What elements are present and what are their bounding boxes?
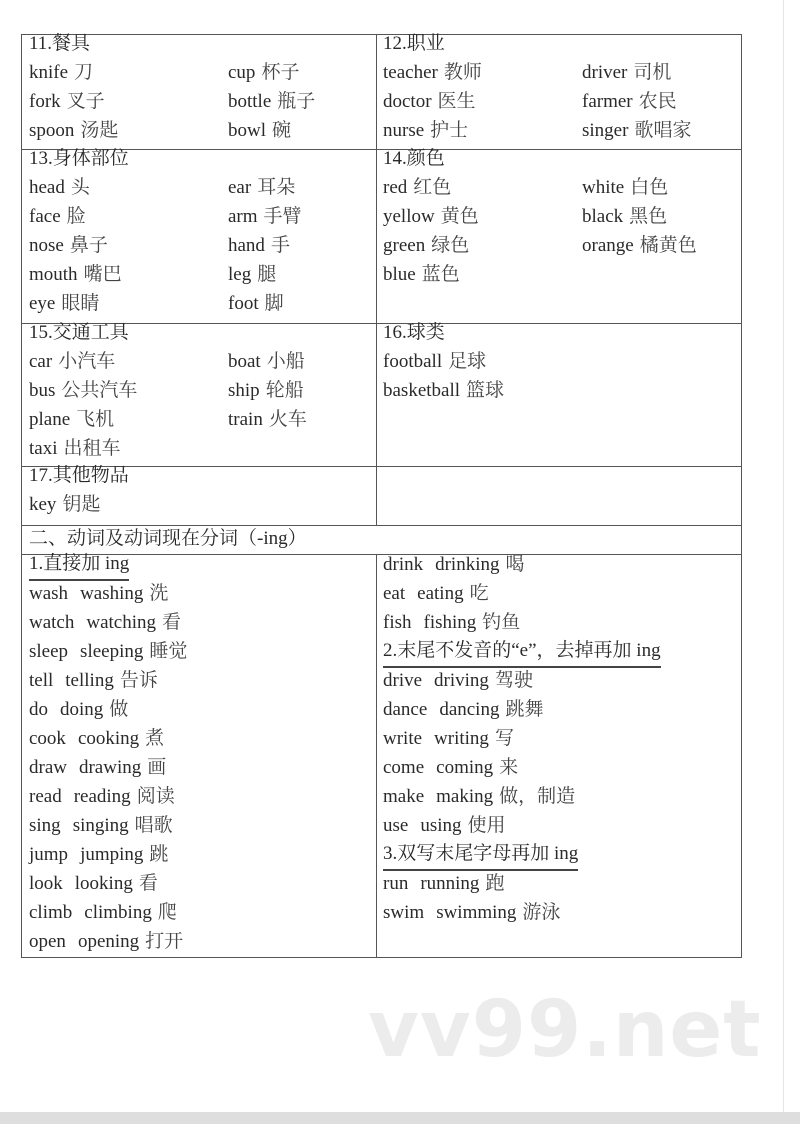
table-border bbox=[376, 554, 377, 957]
chinese-meaning: 做 bbox=[109, 699, 129, 720]
vocab-item bbox=[29, 231, 108, 260]
chinese-meaning: 做，制造 bbox=[499, 786, 576, 807]
english-word: head bbox=[29, 177, 65, 198]
vocab-item bbox=[383, 116, 468, 145]
english-word: farmer bbox=[582, 91, 633, 112]
english-word: fork bbox=[29, 91, 61, 112]
verb-item bbox=[383, 608, 520, 637]
chinese-meaning: 唱歌 bbox=[134, 815, 173, 836]
verb-ing: singing bbox=[72, 815, 129, 836]
vocab-item bbox=[228, 202, 302, 231]
verb-ing: looking bbox=[74, 873, 133, 894]
english-word: basketball bbox=[383, 380, 461, 401]
english-word: white bbox=[582, 177, 625, 198]
chinese-meaning: 杯子 bbox=[261, 62, 300, 83]
english-word: green bbox=[383, 235, 426, 256]
chinese-meaning: 睡觉 bbox=[149, 641, 188, 662]
chinese-meaning: 钓鱼 bbox=[482, 612, 521, 633]
vocab-item bbox=[582, 173, 668, 202]
verb-item bbox=[29, 666, 158, 695]
chinese-meaning: 白色 bbox=[630, 177, 669, 198]
verb-base: sing bbox=[29, 815, 61, 836]
section-title bbox=[383, 318, 445, 347]
verb-ing: eating bbox=[417, 583, 464, 604]
chinese-meaning: 告诉 bbox=[119, 670, 158, 691]
vocab-item bbox=[29, 58, 93, 87]
vocab-item bbox=[582, 202, 667, 231]
chinese-meaning: 耳朵 bbox=[257, 177, 296, 198]
page-edge bbox=[783, 0, 784, 1112]
table-border bbox=[376, 34, 377, 525]
english-word: blue bbox=[383, 264, 416, 285]
verb-base: drive bbox=[383, 670, 423, 691]
chinese-meaning: 汤匙 bbox=[80, 120, 119, 141]
rule-heading-text: 3.双写末尾字母再加 ing bbox=[383, 843, 579, 864]
chinese-meaning: 公共汽车 bbox=[61, 380, 138, 401]
verb-ing: sleeping bbox=[80, 641, 144, 662]
chinese-meaning: 钥匙 bbox=[62, 494, 101, 515]
english-word: orange bbox=[582, 235, 634, 256]
chinese-meaning: 脸 bbox=[66, 206, 86, 227]
verb-ing: drawing bbox=[78, 757, 142, 778]
watermark: vv99.net bbox=[368, 985, 762, 1075]
english-word: doctor bbox=[383, 91, 432, 112]
verb-item bbox=[383, 782, 575, 811]
english-word: red bbox=[383, 177, 408, 198]
chinese-meaning: 医生 bbox=[437, 91, 476, 112]
verb-item bbox=[383, 811, 506, 840]
verb-item bbox=[29, 753, 166, 782]
english-word: ear bbox=[228, 177, 252, 198]
verb-base: dance bbox=[383, 699, 428, 720]
verb-ing: drinking bbox=[435, 554, 500, 575]
chinese-meaning: 飞机 bbox=[76, 409, 115, 430]
vocab-item bbox=[383, 202, 479, 231]
verb-base: swim bbox=[383, 902, 425, 923]
vocab-item bbox=[228, 289, 284, 318]
chinese-meaning: 出租车 bbox=[63, 438, 121, 459]
verb-base: climb bbox=[29, 902, 73, 923]
chinese-meaning: 爬 bbox=[157, 902, 177, 923]
verb-item bbox=[29, 608, 181, 637]
vocab-item bbox=[29, 202, 86, 231]
verb-base: cook bbox=[29, 728, 66, 749]
vocab-item bbox=[383, 87, 476, 116]
chinese-meaning: 阅读 bbox=[136, 786, 175, 807]
section-title bbox=[29, 144, 129, 173]
verb-ing: watching bbox=[86, 612, 157, 633]
verb-item bbox=[29, 782, 175, 811]
section-title-text: 15.交通工具 bbox=[29, 322, 129, 343]
table-border bbox=[21, 149, 742, 150]
rule-heading bbox=[383, 840, 578, 871]
english-word: nurse bbox=[383, 120, 425, 141]
english-word: mouth bbox=[29, 264, 78, 285]
english-word: hand bbox=[228, 235, 265, 256]
verb-base: make bbox=[383, 786, 425, 807]
verb-item bbox=[29, 869, 158, 898]
vocab-item bbox=[228, 260, 276, 289]
verb-ing: doing bbox=[60, 699, 104, 720]
chinese-meaning: 瓶子 bbox=[277, 91, 316, 112]
verb-item bbox=[383, 724, 514, 753]
chinese-meaning: 红色 bbox=[413, 177, 452, 198]
verb-ing: reading bbox=[73, 786, 131, 807]
chinese-meaning: 歌唱家 bbox=[634, 120, 692, 141]
section-title-text: 14.颜色 bbox=[383, 148, 445, 169]
english-word: face bbox=[29, 206, 61, 227]
chinese-meaning: 司机 bbox=[633, 62, 672, 83]
section-title-text: 二、动词及动词现在分词（-ing） bbox=[29, 528, 307, 549]
chinese-meaning: 跳 bbox=[149, 844, 169, 865]
verb-base: fish bbox=[383, 612, 412, 633]
english-word: cup bbox=[228, 62, 256, 83]
chinese-meaning: 头 bbox=[70, 177, 90, 198]
section-title-text: 17.其他物品 bbox=[29, 465, 129, 486]
vocab-item bbox=[29, 347, 115, 376]
chinese-meaning: 游泳 bbox=[522, 902, 561, 923]
vocab-item bbox=[228, 87, 315, 116]
chinese-meaning: 绿色 bbox=[431, 235, 470, 256]
english-word: plane bbox=[29, 409, 71, 430]
verb-base: open bbox=[29, 931, 66, 952]
verb-ing: jumping bbox=[80, 844, 144, 865]
chinese-meaning: 洗 bbox=[149, 583, 169, 604]
verb-ing: running bbox=[420, 873, 480, 894]
english-word: black bbox=[582, 206, 624, 227]
chinese-meaning: 小汽车 bbox=[58, 351, 116, 372]
chinese-meaning: 碗 bbox=[272, 120, 292, 141]
chinese-meaning: 教师 bbox=[443, 62, 482, 83]
verb-base: wash bbox=[29, 583, 69, 604]
verb-item bbox=[29, 927, 183, 956]
verb-item bbox=[383, 869, 504, 898]
english-word: nose bbox=[29, 235, 64, 256]
vocab-item bbox=[228, 58, 299, 87]
verb-item bbox=[29, 695, 128, 724]
verb-ing: driving bbox=[434, 670, 489, 691]
chinese-meaning: 吃 bbox=[469, 583, 489, 604]
verb-base: tell bbox=[29, 670, 54, 691]
chinese-meaning: 橘黄色 bbox=[639, 235, 697, 256]
chinese-meaning: 煮 bbox=[145, 728, 165, 749]
section-title-text: 12.职业 bbox=[383, 33, 445, 54]
chinese-meaning: 嘴巴 bbox=[83, 264, 122, 285]
chinese-meaning: 打开 bbox=[145, 931, 184, 952]
section-title-text: 11.餐具 bbox=[29, 33, 91, 54]
chinese-meaning: 蓝色 bbox=[421, 264, 460, 285]
chinese-meaning: 黄色 bbox=[440, 206, 479, 227]
vocab-item bbox=[29, 289, 99, 318]
verb-ing: opening bbox=[77, 931, 140, 952]
verb-item bbox=[383, 695, 543, 724]
vocab-item bbox=[383, 376, 504, 405]
verb-base: look bbox=[29, 873, 63, 894]
chinese-meaning: 画 bbox=[147, 757, 167, 778]
chinese-meaning: 农民 bbox=[638, 91, 677, 112]
vocab-item bbox=[582, 116, 691, 145]
section-title bbox=[383, 29, 445, 58]
verb-ing: using bbox=[420, 815, 462, 836]
table-border bbox=[21, 34, 22, 958]
chinese-meaning: 护士 bbox=[430, 120, 469, 141]
english-word: taxi bbox=[29, 438, 58, 459]
vocab-item bbox=[228, 173, 295, 202]
verb-item bbox=[29, 724, 164, 753]
rule-heading-text: 1.直接加 ing bbox=[29, 553, 130, 574]
verb-ing: fishing bbox=[423, 612, 477, 633]
rule-heading-text: 2.末尾不发音的“e”，去掉再加 ing bbox=[383, 640, 661, 661]
rule-heading bbox=[383, 637, 661, 668]
table-border bbox=[741, 34, 742, 958]
english-word: driver bbox=[582, 62, 628, 83]
verb-base: use bbox=[383, 815, 409, 836]
verb-ing: swimming bbox=[436, 902, 517, 923]
vocab-item bbox=[29, 405, 114, 434]
verb-ing: dancing bbox=[439, 699, 500, 720]
table-border bbox=[21, 34, 742, 35]
section-title-text: 16.球类 bbox=[383, 322, 445, 343]
section-title bbox=[29, 29, 90, 58]
vocab-item bbox=[29, 434, 121, 463]
table-border bbox=[21, 466, 742, 467]
verb-item bbox=[29, 637, 187, 666]
vocab-item bbox=[383, 260, 460, 289]
verb-ing: climbing bbox=[84, 902, 152, 923]
verb-ing: washing bbox=[80, 583, 144, 604]
page-separator bbox=[0, 1112, 800, 1124]
english-word: foot bbox=[228, 293, 259, 314]
english-word: spoon bbox=[29, 120, 75, 141]
verb-base: do bbox=[29, 699, 48, 720]
verb-base: sleep bbox=[29, 641, 69, 662]
english-word: bus bbox=[29, 380, 56, 401]
verb-item bbox=[29, 811, 173, 840]
vocab-item bbox=[29, 87, 105, 116]
verb-base: eat bbox=[383, 583, 406, 604]
table-border bbox=[21, 957, 742, 958]
english-word: knife bbox=[29, 62, 69, 83]
verb-base: run bbox=[383, 873, 409, 894]
chinese-meaning: 小船 bbox=[266, 351, 305, 372]
chinese-meaning: 轮船 bbox=[265, 380, 304, 401]
section-title-text: 13.身体部位 bbox=[29, 148, 129, 169]
verb-base: jump bbox=[29, 844, 69, 865]
english-word: leg bbox=[228, 264, 252, 285]
verb-base: read bbox=[29, 786, 62, 807]
vocab-item bbox=[582, 58, 671, 87]
chinese-meaning: 来 bbox=[499, 757, 519, 778]
table-border bbox=[21, 323, 742, 324]
chinese-meaning: 黑色 bbox=[629, 206, 668, 227]
verb-item bbox=[383, 898, 560, 927]
chinese-meaning: 脚 bbox=[264, 293, 284, 314]
vocab-item bbox=[383, 58, 482, 87]
verb-ing: cooking bbox=[77, 728, 140, 749]
vocab-item bbox=[383, 173, 451, 202]
english-word: train bbox=[228, 409, 263, 430]
chinese-meaning: 火车 bbox=[268, 409, 307, 430]
verb-ing: telling bbox=[65, 670, 114, 691]
vocab-item bbox=[29, 490, 100, 519]
chinese-meaning: 刀 bbox=[74, 62, 94, 83]
section-title bbox=[29, 524, 307, 553]
chinese-meaning: 跳舞 bbox=[505, 699, 544, 720]
chinese-meaning: 看 bbox=[138, 873, 158, 894]
english-word: teacher bbox=[383, 62, 438, 83]
english-word: car bbox=[29, 351, 53, 372]
section-title bbox=[29, 318, 129, 347]
verb-item bbox=[383, 753, 518, 782]
vocab-item bbox=[29, 116, 118, 145]
chinese-meaning: 写 bbox=[494, 728, 514, 749]
english-word: bottle bbox=[228, 91, 272, 112]
chinese-meaning: 叉子 bbox=[66, 91, 105, 112]
verb-item bbox=[383, 550, 525, 579]
chinese-meaning: 手 bbox=[270, 235, 290, 256]
chinese-meaning: 篮球 bbox=[466, 380, 505, 401]
vocab-item bbox=[228, 347, 305, 376]
vocab-item bbox=[582, 231, 697, 260]
vocab-item bbox=[29, 260, 122, 289]
vocab-item bbox=[383, 231, 469, 260]
verb-ing: coming bbox=[436, 757, 494, 778]
vocab-item bbox=[383, 347, 486, 376]
chinese-meaning: 看 bbox=[162, 612, 182, 633]
english-word: football bbox=[383, 351, 443, 372]
chinese-meaning: 手臂 bbox=[263, 206, 302, 227]
verb-item bbox=[383, 666, 533, 695]
vocab-item bbox=[228, 231, 290, 260]
vocab-item bbox=[29, 376, 137, 405]
english-word: singer bbox=[582, 120, 629, 141]
verb-ing: writing bbox=[434, 728, 489, 749]
verb-item bbox=[383, 579, 489, 608]
english-word: yellow bbox=[383, 206, 435, 227]
english-word: eye bbox=[29, 293, 56, 314]
chinese-meaning: 眼睛 bbox=[61, 293, 100, 314]
section-title bbox=[29, 461, 129, 490]
vocab-item bbox=[29, 173, 90, 202]
rule-heading bbox=[29, 550, 129, 581]
section-title bbox=[383, 144, 445, 173]
vocab-item bbox=[228, 376, 304, 405]
chinese-meaning: 鼻子 bbox=[69, 235, 108, 256]
verb-base: write bbox=[383, 728, 423, 749]
chinese-meaning: 腿 bbox=[257, 264, 277, 285]
vocab-item bbox=[582, 87, 677, 116]
verb-base: come bbox=[383, 757, 425, 778]
english-word: arm bbox=[228, 206, 258, 227]
english-word: boat bbox=[228, 351, 261, 372]
english-word: ship bbox=[228, 380, 260, 401]
verb-item bbox=[29, 898, 177, 927]
vocab-item bbox=[228, 405, 307, 434]
chinese-meaning: 喝 bbox=[505, 554, 525, 575]
chinese-meaning: 足球 bbox=[448, 351, 487, 372]
verb-item bbox=[29, 840, 168, 869]
chinese-meaning: 使用 bbox=[467, 815, 506, 836]
verb-item bbox=[29, 579, 168, 608]
verb-ing: making bbox=[436, 786, 494, 807]
vocab-item bbox=[228, 116, 291, 145]
chinese-meaning: 跑 bbox=[485, 873, 505, 894]
verb-base: draw bbox=[29, 757, 67, 778]
english-word: key bbox=[29, 494, 57, 515]
english-word: bowl bbox=[228, 120, 266, 141]
verb-base: watch bbox=[29, 612, 75, 633]
chinese-meaning: 驾驶 bbox=[494, 670, 533, 691]
verb-base: drink bbox=[383, 554, 424, 575]
